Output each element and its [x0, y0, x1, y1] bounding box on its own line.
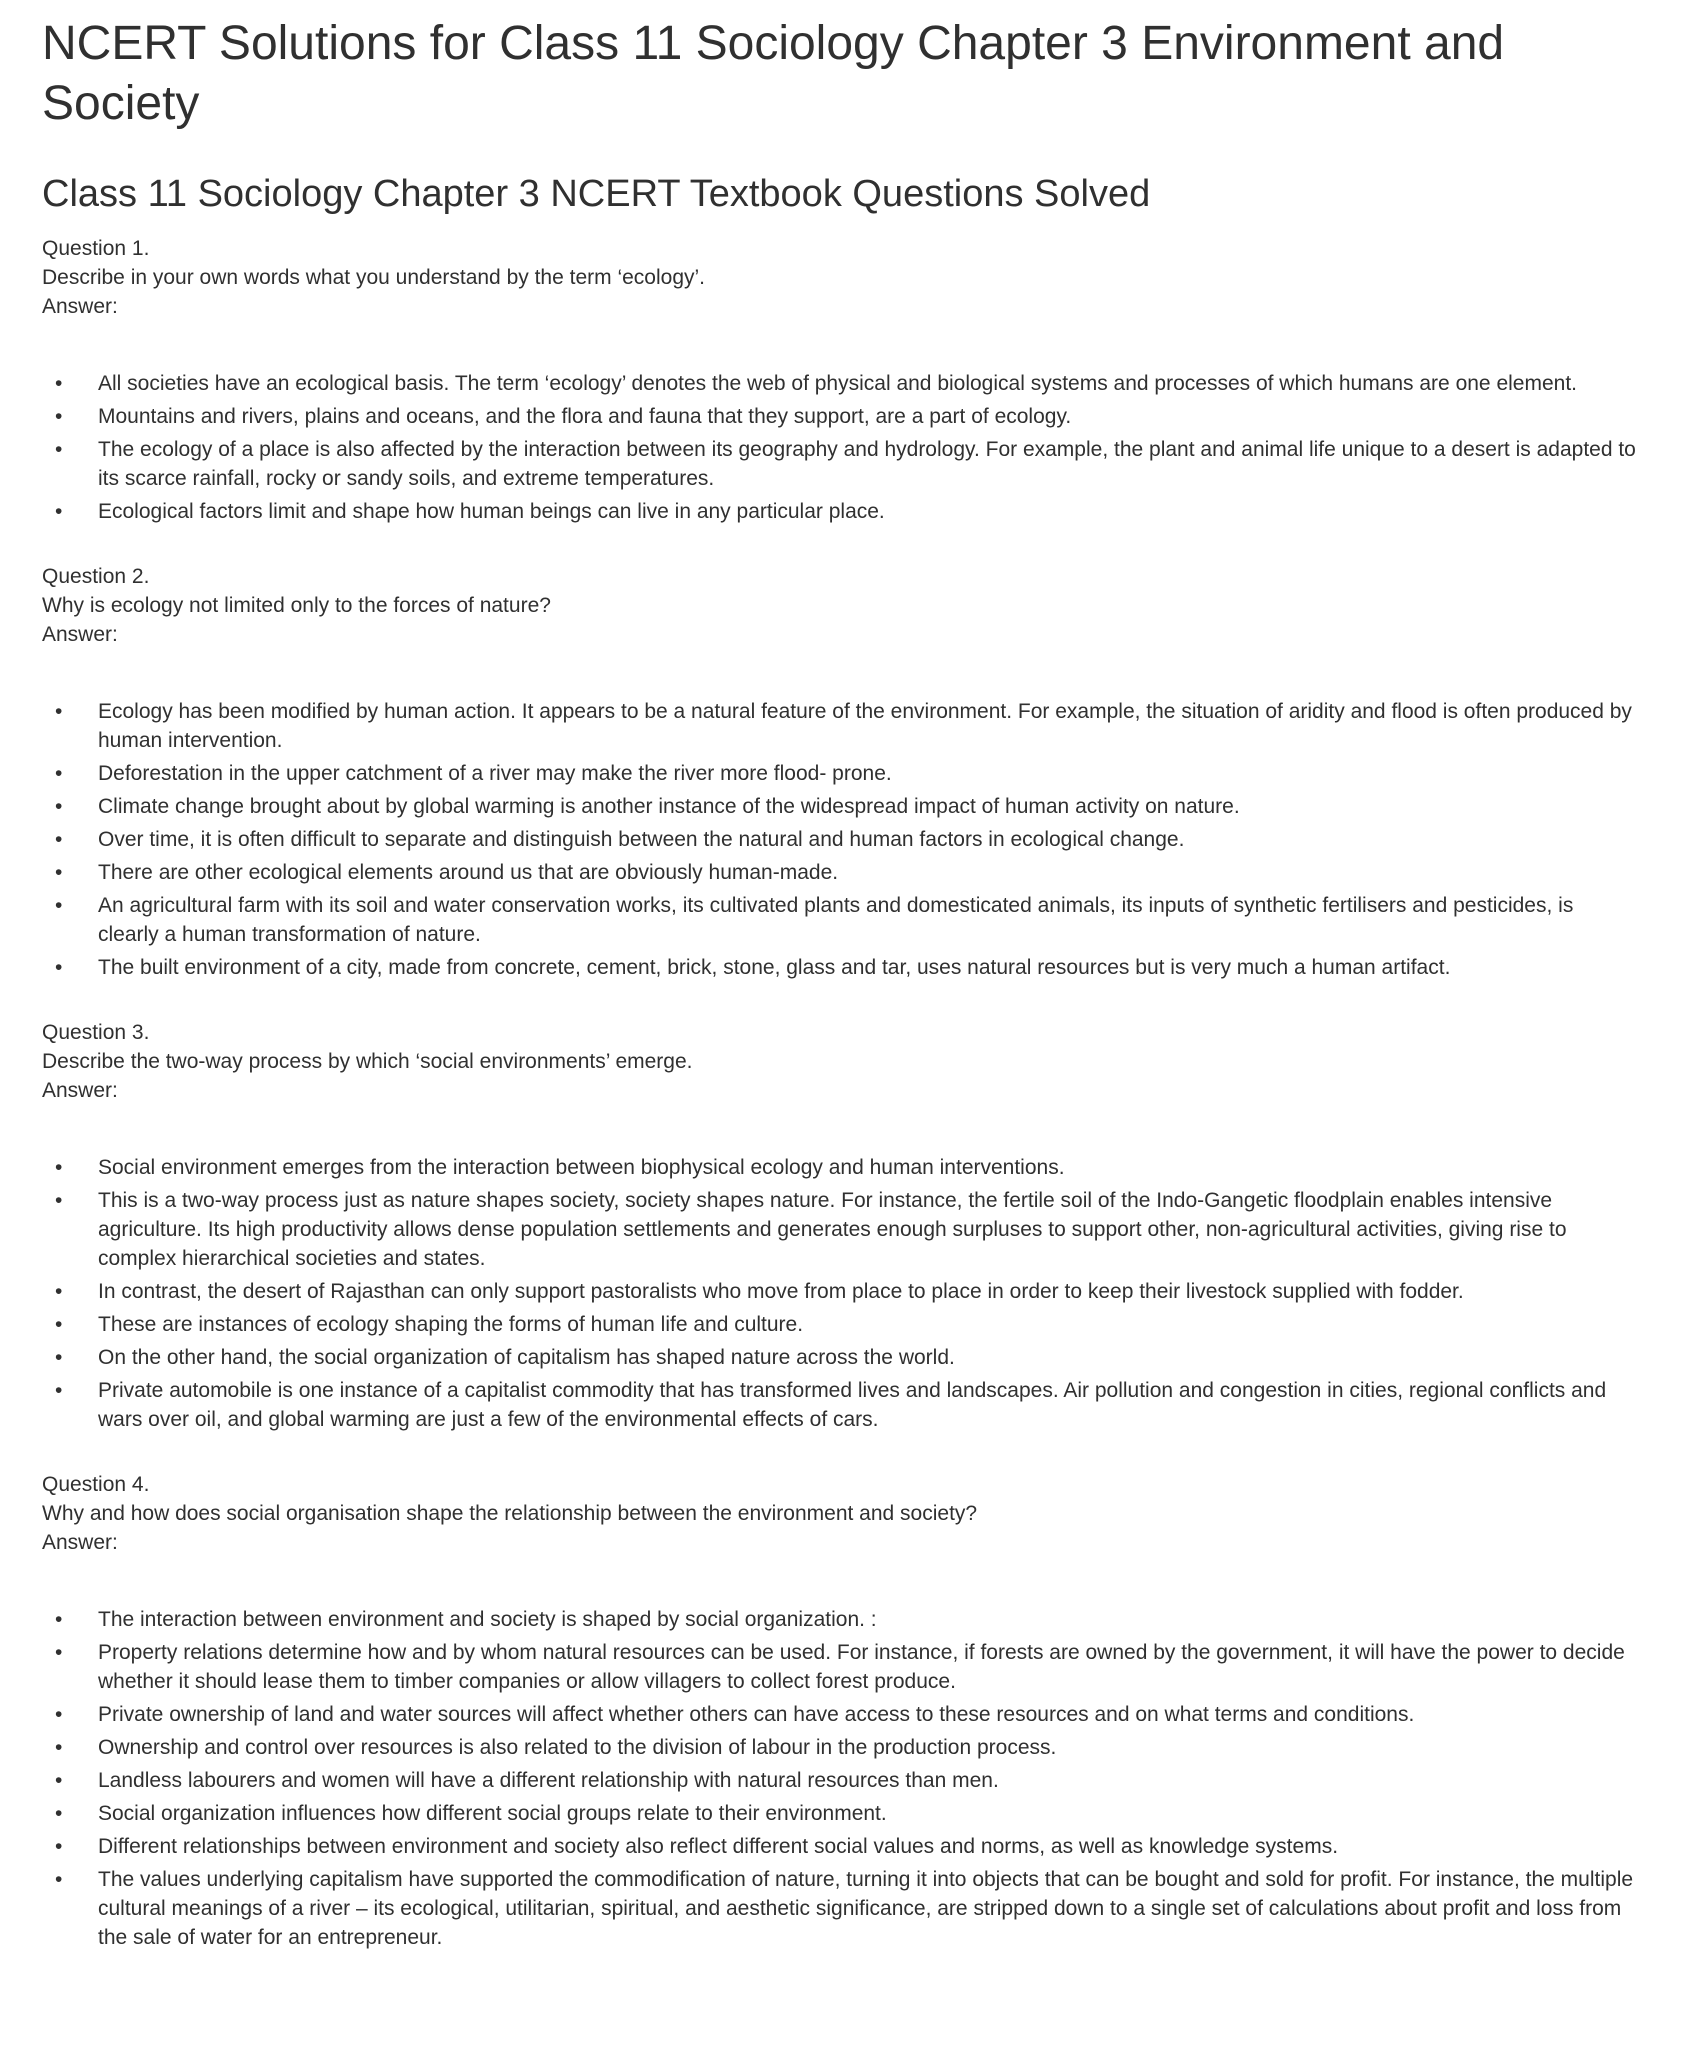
answer-label: Answer: — [42, 295, 118, 318]
answer-bullet: • Ownership and control over resources is also related to the division of labour in the production process. — [42, 1733, 1638, 1762]
answer-bullet: • An agricultural farm with its soil and water conservation works, its cultivated plants and domesticated animals, its inputs of synthetic fertilisers and pesticides, is clearly a human transformation of nature. — [42, 891, 1638, 949]
answer-bullet: • Ecology has been modified by human action. It appears to be a natural feature of the environment. For example, the situation of aridity and flood is often produced by human intervention. — [42, 697, 1638, 755]
answer-list-1 — [42, 369, 1652, 526]
answer-bullet: • Climate change brought about by global warming is another instance of the widespread impact of human activity on nature. — [42, 792, 1638, 821]
answer-bullet: • Different relationships between environment and society also reflect different social values and norms, as well as knowledge systems. — [42, 1832, 1638, 1861]
answer-bullet: • The ecology of a place is also affected by the interaction between its geography and hydrology. For example, the plant and animal life unique to a desert is adapted to its scarce rainfall, rocky or sandy soils, and extreme temperatures. — [42, 435, 1638, 493]
question-label: Question 2. — [42, 565, 150, 588]
answer-bullet: • These are instances of ecology shaping the forms of human life and culture. — [42, 1310, 1638, 1339]
question-text: Describe the two-way process by which ‘social environments’ emerge. — [42, 1050, 693, 1073]
answer-bullet: • Social environment emerges from the interaction between biophysical ecology and human interventions. — [42, 1153, 1638, 1182]
answer-bullet: • Property relations determine how and by whom natural resources can be used. For instance, if forests are owned by the government, it will have the power to decide whether it should lease them to timber companies or allow villagers to collect forest produce. — [42, 1638, 1638, 1696]
question-label: Question 4. — [42, 1473, 150, 1496]
answer-list-3 — [42, 1153, 1652, 1434]
answer-bullet: • Over time, it is often difficult to separate and distinguish between the natural and human factors in ecological change. — [42, 825, 1638, 854]
answer-bullet: • Mountains and rivers, plains and oceans, and the flora and fauna that they support, are a part of ecology. — [42, 402, 1638, 431]
page-title: NCERT Solutions for Class 11 Sociology Chapter 3 Environment and Society — [42, 17, 1505, 130]
answer-bullet: • All societies have an ecological basis. The term ‘ecology’ denotes the web of physical and biological systems and processes of which humans are one element. — [42, 369, 1638, 398]
answer-bullet: • Deforestation in the upper catchment of a river may make the river more flood- prone. — [42, 759, 1638, 788]
answer-list-2 — [42, 697, 1652, 982]
question-text: Why and how does social organisation shape the relationship between the environment and society? — [42, 1502, 978, 1525]
answer-bullet: • This is a two-way process just as nature shapes society, society shapes nature. For instance, the fertile soil of the Indo-Gangetic floodplain enables intensive agriculture. Its high productivity allows dense population settlements and generates enough surpluses to support other, non-agricultural activities, giving rise to complex hierarchical societies and states. — [42, 1186, 1638, 1273]
answer-bullet: • The values underlying capitalism have supported the commodification of nature, turning it into objects that can be bought and sold for profit. For instance, the multiple cultural meanings of a river – its ecological, utilitarian, spiritual, and aesthetic significance, are stripped down to a single set of calculations about profit and loss from the sale of water for an entrepreneur. — [42, 1865, 1638, 1952]
question-text: Why is ecology not limited only to the forces of nature? — [42, 594, 551, 617]
answer-bullet: • The interaction between environment and society is shaped by social organization. : — [42, 1605, 1638, 1634]
question-block-2 — [42, 562, 1652, 649]
answer-bullet: • Landless labourers and women will have a different relationship with natural resources than men. — [42, 1766, 1638, 1795]
answer-list-4 — [42, 1605, 1652, 1952]
question-text: Describe in your own words what you understand by the term ‘ecology’. — [42, 266, 705, 289]
question-block-3 — [42, 1018, 1652, 1105]
answer-bullet: • There are other ecological elements around us that are obviously human-made. — [42, 858, 1638, 887]
question-label: Question 1. — [42, 237, 150, 260]
answer-bullet: • Private ownership of land and water sources will affect whether others can have access to these resources and on what terms and conditions. — [42, 1700, 1638, 1729]
answer-label: Answer: — [42, 623, 118, 646]
answer-bullet: • Social organization influences how different social groups relate to their environment. — [42, 1799, 1638, 1828]
answer-bullet: • Private automobile is one instance of a capitalist commodity that has transformed lives and landscapes. Air pollution and congestion in cities, regional conflicts and wars over oil, and global warming are just a few of the environmental effects of cars. — [42, 1376, 1638, 1434]
answer-bullet: • Ecological factors limit and shape how human beings can live in any particular place. — [42, 497, 1638, 526]
question-block-1 — [42, 234, 1652, 321]
question-label: Question 3. — [42, 1021, 150, 1044]
section-title: Class 11 Sociology Chapter 3 NCERT Textbook Questions Solved — [42, 173, 1151, 215]
question-block-4 — [42, 1470, 1652, 1557]
answer-label: Answer: — [42, 1079, 118, 1102]
answer-bullet: • On the other hand, the social organization of capitalism has shaped nature across the world. — [42, 1343, 1638, 1372]
answer-bullet: • The built environment of a city, made from concrete, cement, brick, stone, glass and tar, uses natural resources but is very much a human artifact. — [42, 953, 1638, 982]
answer-label: Answer: — [42, 1531, 118, 1554]
answer-bullet: • In contrast, the desert of Rajasthan can only support pastoralists who move from place to place in order to keep their livestock supplied with fodder. — [42, 1277, 1638, 1306]
